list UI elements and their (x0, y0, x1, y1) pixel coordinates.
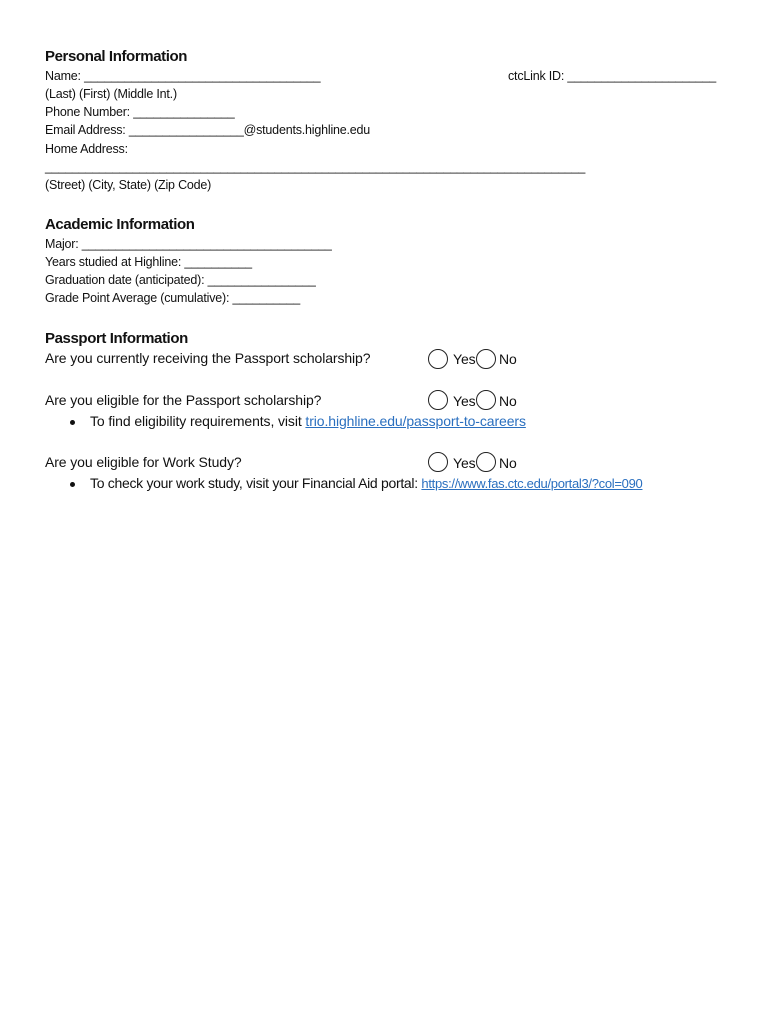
address-hint: (Street) (City, State) (Zip Code) (45, 178, 212, 192)
personal-info-heading: Personal Information (45, 48, 188, 65)
home-address-label: Home Address: (45, 142, 128, 156)
years-studied-field-line[interactable]: Years studied at Highline: __________ (45, 255, 252, 269)
radio-work-study-no[interactable] (476, 452, 496, 472)
radio-receiving-yes[interactable] (428, 349, 448, 369)
graduation-date-field-line[interactable]: Graduation date (anticipated): ________________ (45, 273, 316, 287)
no-label: No (499, 393, 517, 409)
name-hint: (Last) (First) (Middle Int.) (45, 87, 177, 101)
question-receiving-passport: Are you currently receiving the Passport scholarship? (45, 350, 371, 366)
home-address-field-line[interactable]: ________________________________________________________________________________ (45, 160, 586, 174)
work-study-bullet-text: To check your work study, visit your Financial Aid portal: (90, 475, 422, 491)
passport-info-heading: Passport Information (45, 330, 188, 347)
name-field-line[interactable]: Name: ___________________________________ (45, 69, 321, 83)
bullet-icon (70, 420, 75, 425)
bullet-icon (70, 482, 75, 487)
major-field-line[interactable]: Major: _____________________________________ (45, 237, 332, 251)
radio-work-study-yes[interactable] (428, 452, 448, 472)
passport-to-careers-link[interactable]: trio.highline.edu/passport-to-careers (305, 413, 526, 429)
eligibility-bullet (90, 413, 526, 429)
phone-field-line[interactable]: Phone Number: _______________ (45, 105, 235, 119)
gpa-field-line[interactable]: Grade Point Average (cumulative): __________ (45, 291, 301, 305)
radio-receiving-no[interactable] (476, 349, 496, 369)
yes-label: Yes (453, 393, 476, 409)
work-study-bullet (90, 475, 642, 491)
financial-aid-portal-link[interactable]: https://www.fas.ctc.edu/portal3/?col=090 (421, 476, 643, 491)
radio-eligible-no[interactable] (476, 390, 496, 410)
yes-label: Yes (453, 351, 476, 367)
yes-label: Yes (453, 455, 476, 471)
question-work-study: Are you eligible for Work Study? (45, 454, 242, 470)
question-eligible-passport: Are you eligible for the Passport scholarship? (45, 392, 322, 408)
eligibility-bullet-text: To find eligibility requirements, visit (90, 413, 306, 429)
email-field-line[interactable]: Email Address: _________________@students.highline.edu (45, 123, 371, 137)
no-label: No (499, 455, 517, 471)
ctclink-id-field-line[interactable]: ctcLink ID: ______________________ (508, 69, 716, 83)
radio-eligible-yes[interactable] (428, 390, 448, 410)
academic-info-heading: Academic Information (45, 216, 195, 233)
no-label: No (499, 351, 517, 367)
